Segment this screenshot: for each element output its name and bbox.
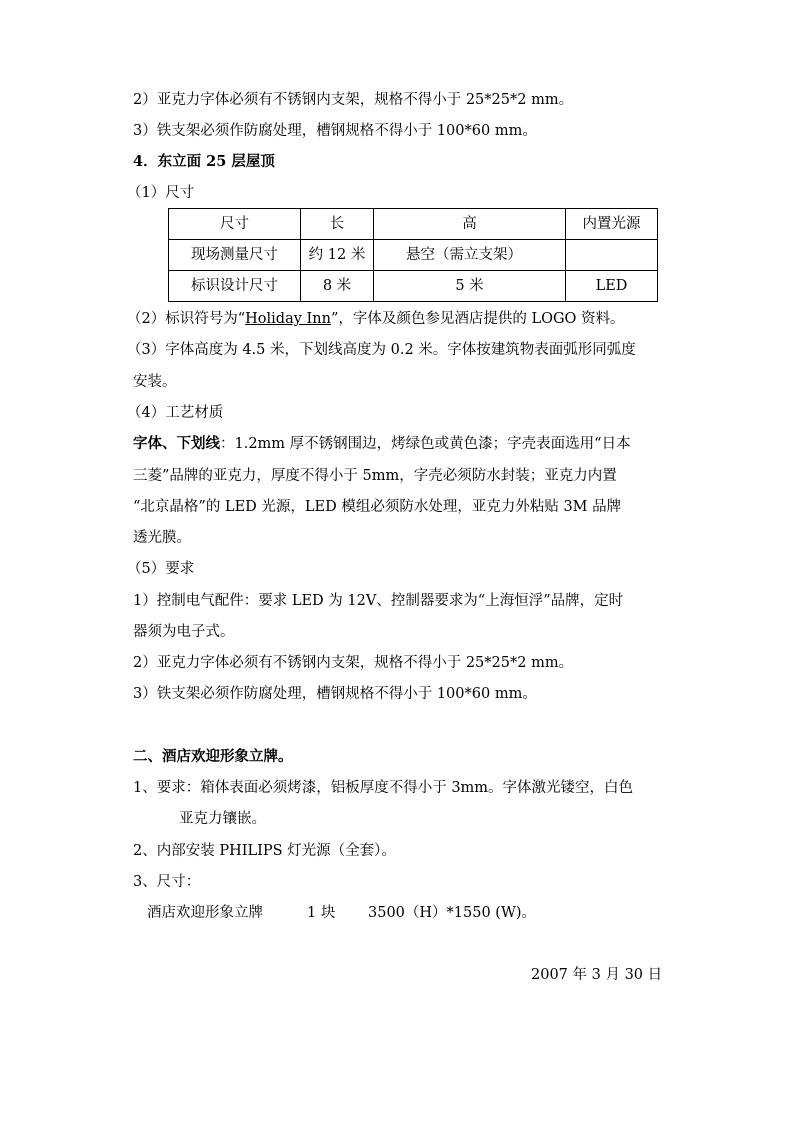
craft-label: （4）工艺材质 <box>127 405 224 421</box>
document-date: 2007 年 3 月 30 日 <box>531 967 663 983</box>
spec-qty: 1 块 <box>307 905 336 921</box>
symbol-line <box>127 309 625 329</box>
spec-name: 酒店欢迎形象立牌 <box>147 905 263 921</box>
table-header-row <box>169 209 658 240</box>
top-req3: 3）铁支架必须作防腐处理，槽钢规格不得小于 100*60 mm。 <box>133 123 537 139</box>
req1-line-1: 1）控制电气配件：要求 LED 为 12V、控制器要求为“上海恒浮”品牌，定时 <box>133 593 624 609</box>
req-label: （5）要求 <box>127 561 195 577</box>
table-cell: 现场测量尺寸 <box>169 240 301 271</box>
craft-line-2: 三菱”品牌的亚克力，厚度不得小于 5mm，字壳必须防水封装；亚克力内置 <box>133 468 617 484</box>
symbol-name: Holiday Inn <box>245 311 331 327</box>
top-req2: 2）亚克力字体必须有不锈钢内支架，规格不得小于 25*25*2 mm。 <box>133 92 574 108</box>
craft-line-4: 透光膜。 <box>133 530 191 546</box>
table-header-cell: 长 <box>301 209 374 240</box>
table-header-cell: 内置光源 <box>566 209 658 240</box>
size-label: （1）尺寸 <box>127 185 195 201</box>
req2: 2）亚克力字体必须有不锈钢内支架，规格不得小于 25*25*2 mm。 <box>133 655 574 671</box>
height-line-1: （3）字体高度为 4.5 米，下划线高度为 0.2 米。字体按建筑物表面弧形同弧度 <box>127 342 636 358</box>
table-cell: 悬空（需立支架） <box>374 240 566 271</box>
table-header-cell: 尺寸 <box>169 209 301 240</box>
table-cell: LED <box>566 271 658 302</box>
item1-line-1: 1、要求：箱体表面必须烤漆，铝板厚度不得小于 3mm。字体激光镂空，白色 <box>133 780 634 796</box>
section2-heading: 二、酒店欢迎形象立牌。 <box>133 748 293 765</box>
craft-text: ：1.2mm 厚不锈钢围边，烤绿色或黄色漆；字壳表面选用“日本 <box>220 436 631 452</box>
table-cell <box>566 240 658 271</box>
req1-line-2: 器须为电子式。 <box>133 624 235 640</box>
table-row <box>169 271 658 302</box>
spec-size: 3500（H）*1550 (W)。 <box>368 905 537 921</box>
item1-line-2: 亚克力镶嵌。 <box>179 811 266 827</box>
table-header-cell: 高 <box>374 209 566 240</box>
craft-bold-label: 字体、下划线 <box>133 435 220 452</box>
section4-heading: 4．东立面 25 层屋顶 <box>133 153 275 170</box>
craft-line-3: “北京晶格”的 LED 光源，LED 模组必须防水处理，亚克力外粘贴 3M 品牌 <box>133 499 622 515</box>
table-cell: 约 12 米 <box>301 240 374 271</box>
craft-line-1 <box>133 434 631 454</box>
symbol-suffix: ”，字体及颜色参见酒店提供的 LOGO 资料。 <box>330 311 625 327</box>
table-row <box>169 240 658 271</box>
item3: 3、尺寸： <box>133 874 201 890</box>
height-line-2: 安装。 <box>133 374 177 390</box>
symbol-prefix: （2）标识符号为“ <box>127 311 246 327</box>
table-cell: 8 米 <box>301 271 374 302</box>
size-table <box>168 208 658 302</box>
table-cell: 5 米 <box>374 271 566 302</box>
item2: 2、内部安装 PHILIPS 灯光源（全套）。 <box>133 843 396 859</box>
table-cell: 标识设计尺寸 <box>169 271 301 302</box>
req3: 3）铁支架必须作防腐处理，槽钢规格不得小于 100*60 mm。 <box>133 686 537 702</box>
